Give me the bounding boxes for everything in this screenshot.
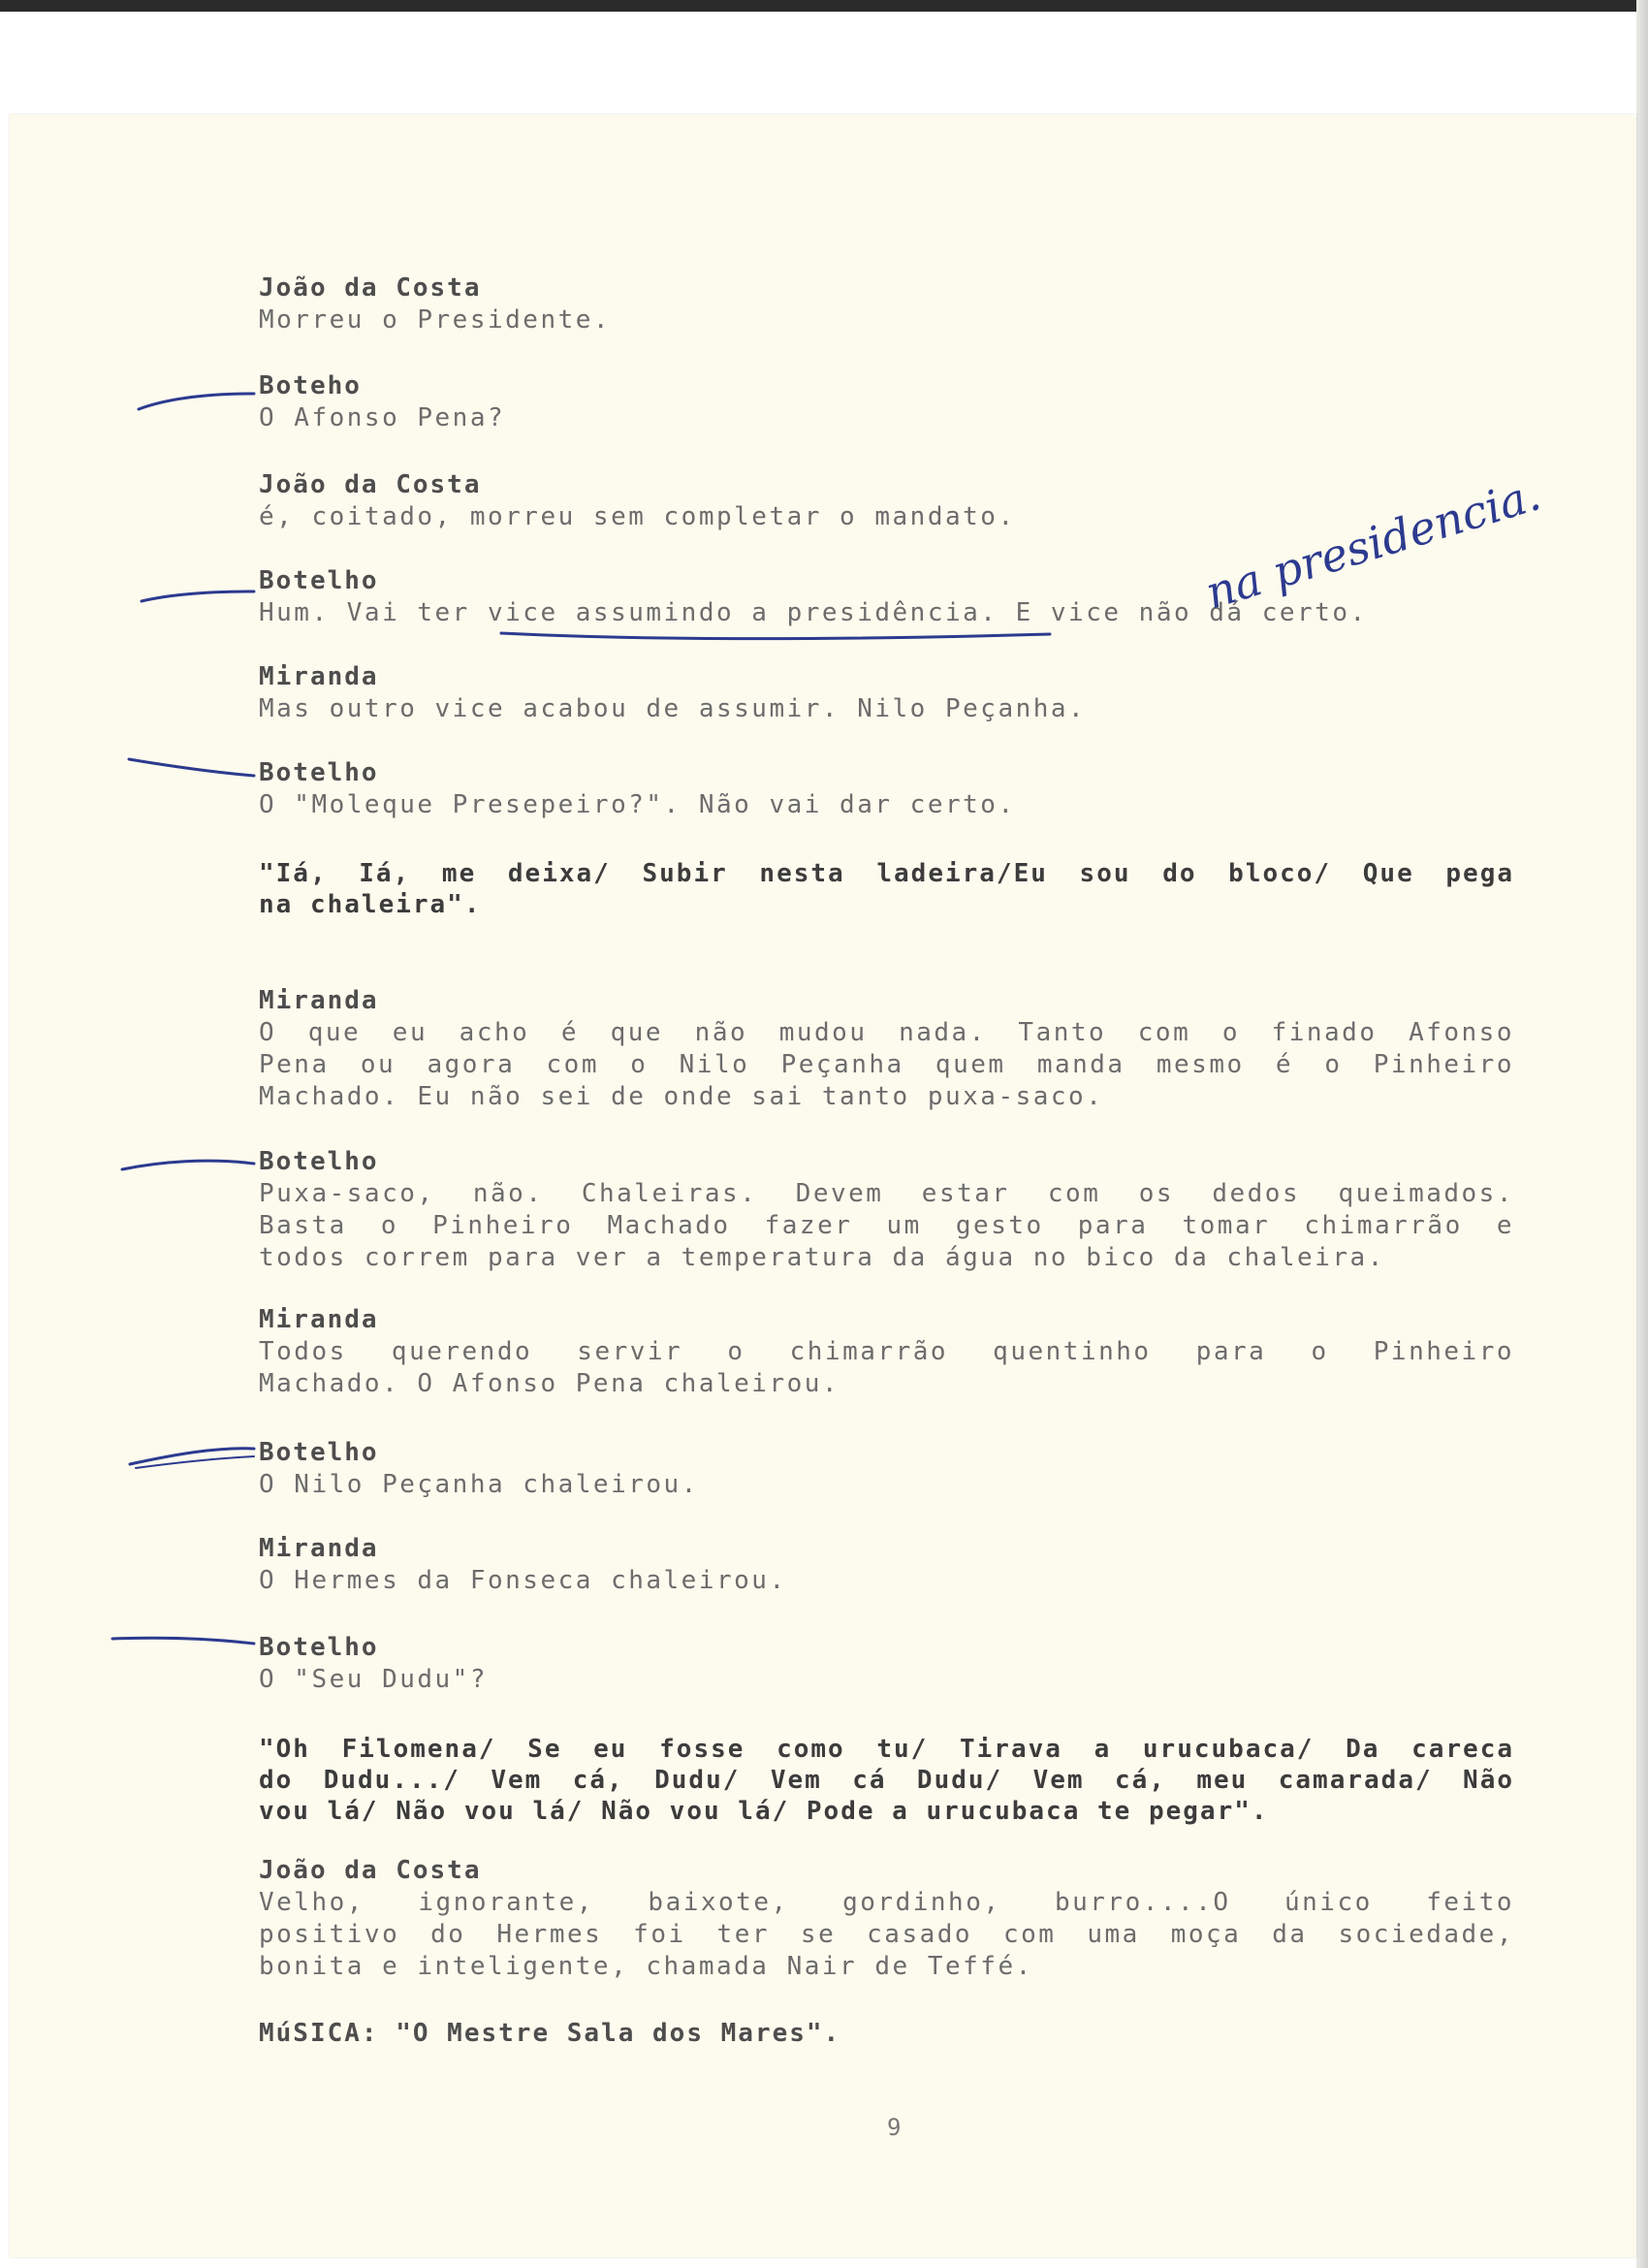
dialogue-line: Hum. Vai ter vice assumindo a presidência. E vice não dá certo. <box>259 598 1368 627</box>
dialogue-line: O "Moleque Presepeiro?". Não vai dar certo. <box>259 790 1016 819</box>
song-line: "Iá, Iá, me deixa/ Subir nesta ladeira/Eu sou do bloco/ Que pega <box>259 859 1514 888</box>
dialogue-block <box>259 1533 1514 1597</box>
dialogue-block <box>259 1146 1514 1274</box>
dialogue-line: Pena ou agora com o Nilo Peçanha quem manda mesmo é o Pinheiro <box>259 1050 1514 1079</box>
dialogue-block <box>259 1304 1514 1400</box>
dialogue-block <box>259 985 1514 1113</box>
dialogue-block <box>259 1632 1514 1696</box>
dialogue-line: Basta o Pinheiro Machado fazer um gesto para tomar chimarrão e <box>259 1211 1514 1240</box>
dialogue-line: O que eu acho é que não mudou nada. Tanto com o finado Afonso <box>259 1018 1514 1047</box>
dialogue-line: Velho, ignorante, baixote, gordinho, burro....O único feito <box>259 1888 1514 1917</box>
dialogue-line: Puxa-saco, não. Chaleiras. Devem estar com os dedos queimados. <box>259 1179 1514 1208</box>
dialogue-block <box>259 661 1514 725</box>
song-lyrics <box>259 1734 1514 1827</box>
dialogue-block <box>259 469 1514 533</box>
song-lyrics <box>259 858 1514 920</box>
dialogue-line: Morreu o Presidente. <box>259 305 612 335</box>
dialogue-block <box>259 272 1514 336</box>
dialogue-line: Machado. Eu não sei de onde sai tanto puxa-saco. <box>259 1082 1104 1111</box>
dialogue-line: O Hermes da Fonseca chaleirou. <box>259 1566 787 1595</box>
handwritten-note: na presidencia. <box>1199 467 1547 620</box>
speaker-name: Botelho <box>259 758 379 787</box>
dialogue-block <box>259 370 1514 434</box>
dialogue-line: é, coitado, morreu sem completar o mandato. <box>259 502 1016 531</box>
dialogue-line: Mas outro vice acabou de assumir. Nilo Peçanha. <box>259 694 1087 723</box>
dialogue-line: Todos querendo servir o chimarrão quentinho para o Pinheiro <box>259 1337 1514 1366</box>
dialogue-block <box>259 757 1514 821</box>
speaker-name: Miranda <box>259 662 379 691</box>
speaker-name: João da Costa <box>259 1856 482 1885</box>
dialogue-line: O Afonso Pena? <box>259 403 506 432</box>
speaker-name: João da Costa <box>259 470 482 499</box>
speaker-name: João da Costa <box>259 273 482 303</box>
stage-direction <box>259 2018 1514 2050</box>
speaker-name: Botelho <box>259 1147 379 1176</box>
speaker-name: Botelho <box>259 566 379 595</box>
dialogue-block <box>259 1437 1514 1501</box>
dialogue-line: O Nilo Peçanha chaleirou. <box>259 1470 699 1499</box>
song-line: vou lá/ Não vou lá/ Não vou lá/ Pode a urucubaca te pegar". <box>259 1797 1269 1826</box>
song-line: do Dudu.../ Vem cá, Dudu/ Vem cá Dudu/ Vem cá, meu camarada/ Não <box>259 1766 1514 1795</box>
song-line: na chaleira". <box>259 890 482 919</box>
dialogue-block <box>259 565 1514 629</box>
dialogue-line: O "Seu Dudu"? <box>259 1665 488 1694</box>
song-line: "Oh Filomena/ Se eu fosse como tu/ Tirava a urucubaca/ Da careca <box>259 1735 1514 1764</box>
speaker-name: Botelho <box>259 1633 379 1662</box>
speaker-name: Miranda <box>259 1305 379 1334</box>
dialogue-block <box>259 1855 1514 1983</box>
speaker-name: Boteho <box>259 371 362 400</box>
dialogue-line: todos correm para ver a temperatura da água no bico da chaleira. <box>259 1243 1385 1272</box>
dialogue-line: bonita e inteligente, chamada Nair de Teffé. <box>259 1952 1033 1981</box>
speaker-name: Botelho <box>259 1438 379 1467</box>
speaker-name: Miranda <box>259 986 379 1015</box>
dialogue-line: Machado. O Afonso Pena chaleirou. <box>259 1369 840 1398</box>
page-number: 9 <box>887 2114 902 2141</box>
music-cue: MúSICA: "O Mestre Sala dos Mares". <box>259 2019 841 2048</box>
dialogue-line: positivo do Hermes foi ter se casado com uma moça da sociedade, <box>259 1920 1514 1949</box>
speaker-name: Miranda <box>259 1534 379 1563</box>
